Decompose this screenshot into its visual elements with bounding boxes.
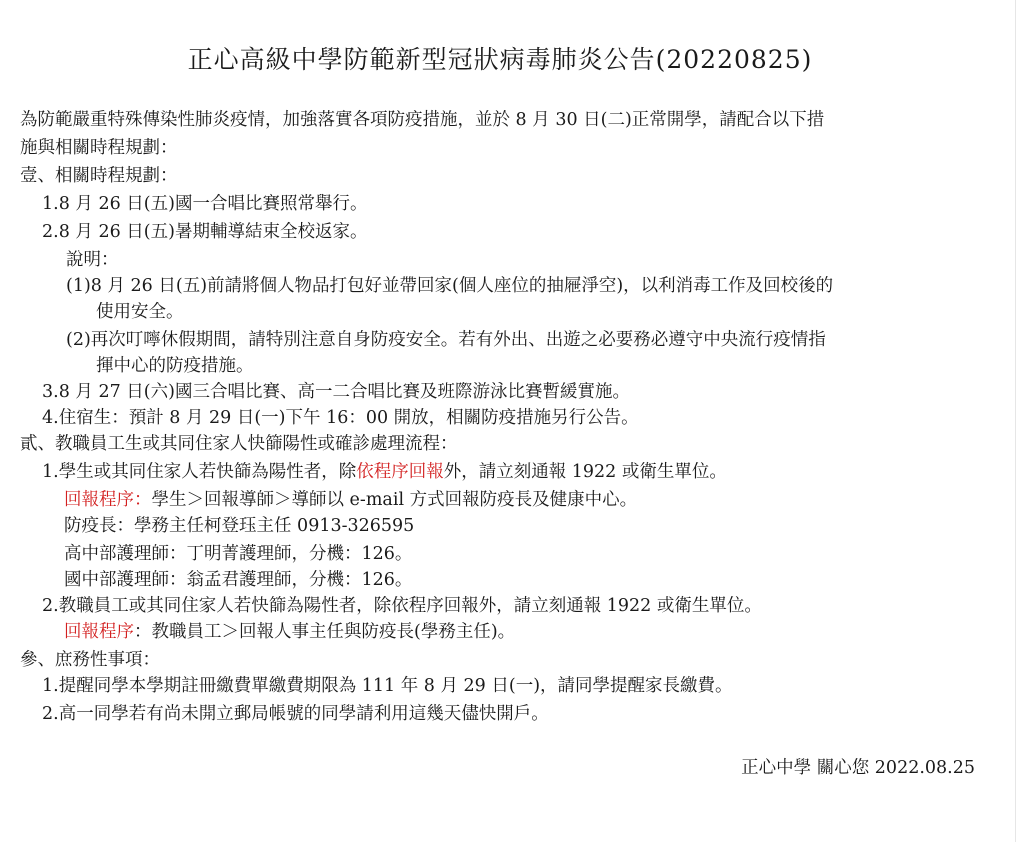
section-1-note-2-line-2: 揮中心的防疫措施。 <box>96 356 254 376</box>
junior-high-nurse-contact: 國中部護理師：翁孟君護理師，分機：126。 <box>64 570 413 590</box>
section-3-heading: 參、庶務性事項： <box>20 650 160 670</box>
section-2-heading: 貳、教職員工生或其同住家人快篩陽性或確診處理流程： <box>20 434 458 454</box>
section-3-item-2: 2.高一同學若有尚未開立郵局帳號的同學請利用這幾天儘快開戶。 <box>42 704 549 724</box>
section-2-item-1-pre: 1.學生或其同住家人若快篩為陽性者，除 <box>42 462 357 482</box>
section-1-note-2-line-1: (2)再次叮嚀休假期間，請特別注意自身防疫安全。若有外出、出遊之必要務必遵守中央流行疫情指 <box>66 330 826 350</box>
section-2-item-1-post: 外，請立刻通報 1922 或衛生單位。 <box>443 462 727 482</box>
section-2-item-2: 2.教職員工或其同住家人若快篩為陽性者，除依程序回報外，請立刻通報 1922 或衛生單位。 <box>42 596 762 616</box>
student-report-flow <box>64 488 637 512</box>
high-school-nurse-contact: 高中部護理師：丁明菁護理師，分機：126。 <box>64 544 413 564</box>
document-signature: 正心中學 關心您 2022.08.25 <box>741 758 975 778</box>
student-report-flow-label: 回報程序： <box>64 490 152 510</box>
staff-report-flow-label: 回報程序 <box>64 622 134 642</box>
section-1-note-1-line-2: 使用安全。 <box>96 302 184 322</box>
staff-report-flow <box>64 620 515 644</box>
intro-line-2: 施與相關時程規劃： <box>20 138 178 158</box>
section-1-note-label: 說明： <box>66 250 119 270</box>
section-1-item-4: 4.住宿生：預計 8 月 29 日(一)下午 16：00 開放，相關防疫措施另行公告。 <box>42 408 639 428</box>
section-1-item-3: 3.8 月 27 日(六)國三合唱比賽、高一二合唱比賽及班際游泳比賽暫緩實施。 <box>42 382 630 402</box>
report-procedure-highlight: 依程序回報 <box>356 462 444 482</box>
section-1-item-2: 2.8 月 26 日(五)暑期輔導結束全校返家。 <box>42 222 368 242</box>
section-3-item-1: 1.提醒同學本學期註冊繳費單繳費期限為 111 年 8 月 29 日(一)，請同學提醒家長繳費。 <box>42 676 733 696</box>
section-2-item-1 <box>42 460 727 484</box>
student-report-flow-text: 學生＞回報導師＞導師以 e-mail 方式回報防疫長及健康中心。 <box>151 490 638 510</box>
intro-line-1: 為防範嚴重特殊傳染性肺炎疫情，加強落實各項防疫措施，並於 8 月 30 日(二)正常開學，請配合以下措 <box>20 110 825 130</box>
document-title: 正心高級中學防範新型冠狀病毒肺炎公告(20220825) <box>187 45 813 74</box>
section-1-heading: 壹、相關時程規劃： <box>20 166 178 186</box>
section-1-note-1-line-1: (1)8 月 26 日(五)前請將個人物品打包好並帶回家(個人座位的抽屜淨空)，以利消毒工作及回校後的 <box>66 276 834 296</box>
section-1-item-1: 1.8 月 26 日(五)國一合唱比賽照常舉行。 <box>42 194 368 214</box>
staff-report-flow-text: ：教職員工＞回報人事主任與防疫長(學務主任)。 <box>134 622 516 642</box>
epidemic-officer-contact: 防疫長：學務主任柯登珏主任 0913-326595 <box>64 516 415 536</box>
